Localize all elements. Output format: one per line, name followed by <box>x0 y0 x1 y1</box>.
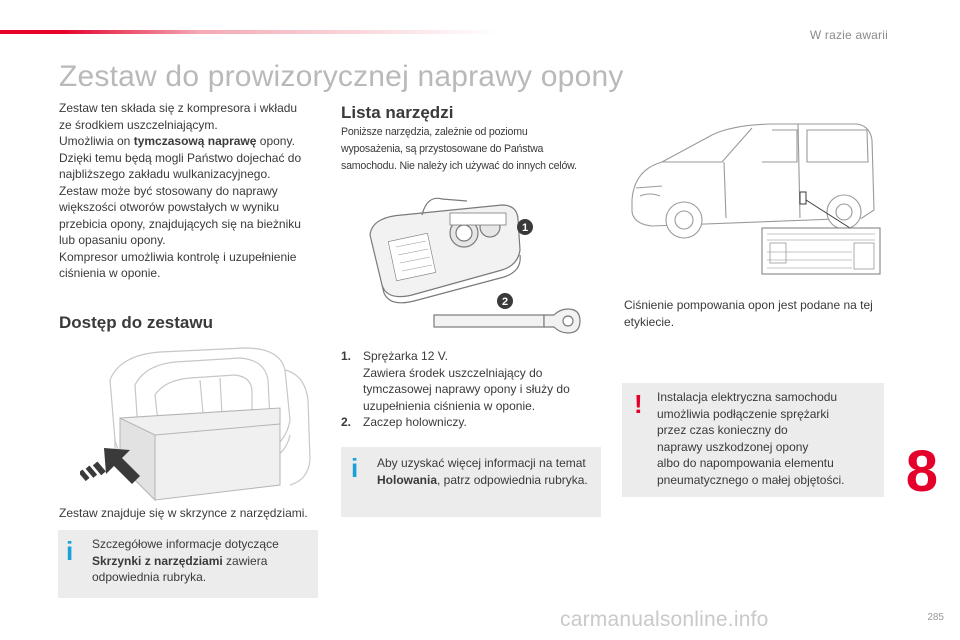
list-item <box>341 348 611 414</box>
intro-line: przebicia opony, znajdujących się na bieżniku <box>59 216 301 231</box>
tools-description-line: wyposażenia, są przystosowane do Państwa <box>341 143 544 155</box>
intro-line: ciśnienia w oponie. <box>59 266 161 280</box>
page-number: 285 <box>927 612 944 623</box>
intro-text-part: Umożliwia on <box>59 134 131 148</box>
list-item-line: Zaczep holowniczy. <box>363 415 467 429</box>
info-line-emphasis <box>92 553 312 570</box>
callout-2 <box>497 293 513 309</box>
compressor-drawing <box>370 198 520 302</box>
toolbox-info-text <box>92 536 312 586</box>
info-bold-term: Holowania <box>377 472 438 487</box>
tools-illustration <box>362 195 602 335</box>
van-illustration <box>622 100 884 280</box>
list-item-line: Zawiera środek uszczelniający do <box>363 365 543 380</box>
warning-line: przez czas konieczny do <box>657 423 788 437</box>
warning-text <box>657 389 879 488</box>
callout-1 <box>517 219 533 235</box>
warning-line: naprawy uszkodzonej opony <box>657 439 809 454</box>
info-bold-term: Skrzynki z narzędziami <box>92 553 223 568</box>
towing-info-text <box>377 455 599 488</box>
warning-line: albo do napompowania elementu <box>657 456 834 470</box>
intro-line: lub opasaniu opony. <box>59 233 166 247</box>
intro-line: ze środkiem uszczelniającym. <box>59 117 218 132</box>
tyre-pressure-label-drawing <box>762 228 880 274</box>
tools-heading: Lista narzędzi <box>341 103 454 122</box>
tools-list <box>341 348 611 431</box>
list-item-line: Sprężarka 12 V. <box>363 349 448 363</box>
info-line: odpowiednia rubryka. <box>92 570 207 584</box>
intro-text <box>59 100 319 282</box>
callout-1-label: 1 <box>521 222 529 234</box>
warning-line: Instalacja elektryczna samochodu <box>657 390 838 404</box>
towing-info-box <box>341 447 601 517</box>
intro-line: Zestaw ten składa się z kompresora i wkładu <box>59 101 298 115</box>
pressure-caption-line: Ciśnienie pompowania opon jest podane na tej <box>624 298 873 312</box>
pressure-caption-line: etykiecie. <box>624 314 675 329</box>
info-icon: i <box>351 453 359 483</box>
list-item-number: 2. <box>341 415 352 429</box>
warning-icon: ! <box>634 389 643 419</box>
info-line: Szczegółowe informacje dotyczące <box>92 537 279 551</box>
intro-bold-term: tymczasową naprawę <box>133 134 257 148</box>
access-heading: Dostęp do zestawu <box>59 313 213 332</box>
intro-line: Zestaw może być stosowany do naprawy <box>59 183 278 198</box>
info-text-part: , patrz odpowiednia rubryka. <box>437 472 588 487</box>
toolbox-info-box <box>58 530 318 598</box>
list-item-number: 1. <box>341 349 352 363</box>
info-line: Aby uzyskać więcej informacji na temat <box>377 456 586 470</box>
list-item-text <box>363 348 570 414</box>
callout-2-label: 2 <box>501 296 509 308</box>
tools-description-line: samochodu. Nie należy ich używać do innych celów. <box>341 160 577 172</box>
list-item-line: uzupełnienia ciśnienia w oponie. <box>363 398 536 413</box>
watermark: carmanualsonline.info <box>560 608 769 631</box>
info-icon: i <box>66 536 74 566</box>
intro-line: najbliższego zakładu wulkanizacyjnego. <box>59 167 271 181</box>
page-title: Zestaw do prowizorycznej naprawy opony <box>59 60 624 93</box>
intro-line: Kompresor umożliwia kontrolę i uzupełnienie <box>59 249 297 264</box>
intro-line-emphasis <box>59 133 319 150</box>
info-text-part: zawiera <box>222 553 268 568</box>
access-caption: Zestaw znajduje się w skrzynce z narzędziami. <box>59 506 308 520</box>
list-item-text <box>363 414 467 431</box>
info-line-emphasis <box>377 472 599 489</box>
tools-description <box>341 124 611 175</box>
intro-line: Dzięki temu będą mogli Państwo dojechać do <box>59 150 302 165</box>
chapter-number: 8 <box>905 439 938 504</box>
header-accent-bar <box>0 30 500 34</box>
intro-line: większości otworów powstałych w wyniku <box>59 200 280 214</box>
seat-toolbox-illustration <box>80 340 320 505</box>
warning-line: umożliwia podłączenie sprężarki <box>657 406 830 421</box>
intro-text-part: opony. <box>259 134 295 148</box>
electrical-warning-box <box>622 383 884 497</box>
tow-hook-drawing <box>434 309 580 333</box>
list-item <box>341 414 611 431</box>
list-item-line: tymczasowej naprawy opony i służy do <box>363 382 570 396</box>
pressure-caption <box>624 297 889 330</box>
warning-line: pneumatycznego o małej objętości. <box>657 472 845 487</box>
section-title: W razie awarii <box>809 28 888 42</box>
tools-description-line: Poniższe narzędzia, zależnie od poziomu <box>341 126 528 138</box>
